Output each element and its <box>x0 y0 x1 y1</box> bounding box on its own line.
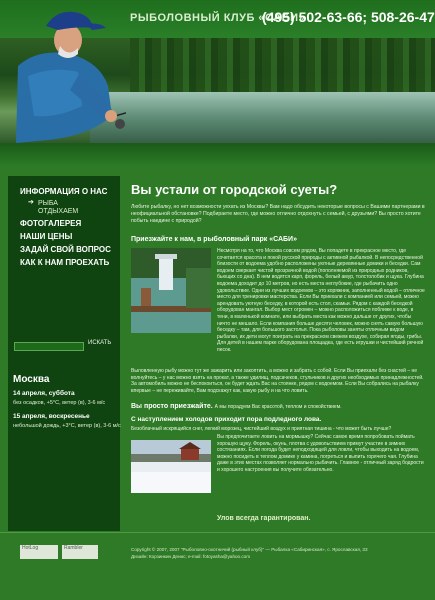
subnav-item-fish[interactable]: РЫБА <box>38 200 58 207</box>
fisherman-photo <box>8 6 126 143</box>
sidebar <box>8 176 120 531</box>
section-text: Несмотря на то, что Москва совсем рядом, Вы попадете в прекрасное место, где сочетается красота и покой русской природы с активной рыбалкой. В непосредственной близости от водоема удобно расположены уютные деревянные домики и беседки. Сам водоем сверкает чистой прозрачной водой (пополняемой из природных родников, бьющих со дна). В нем водятся карп, форель, белый амур, толстолобик и щука. Глубина водоема доходит до 10 метров, но есть места неглубокие, где рыбачить одно удовольствие. Одни из лучших водоемов – это коряжник, заполненный водой – отличное место для тренировки мастерства. Если Вы приехали с компанией или семьей, можно арендовать уютную беседку, в которой есть стол, скамьи. Рядом с каждой беседкой оборудован мангал. Выбор мест огромен – можно расположиться поближе к воде, в тени, в маленькой комнате, или выбрать места как можно дальше от других, чтобы ничто не мешало. Если компания больше десяти человек, можно снять самую большую беседку – там, для большого застолья. Пока рыболовы заняты отличным видом рыбалки, их дети могут поиграть на прекрасном свежем воздухе, собирая ягоды, грибы. Для детей в нашем парке оборудована площадка, где есть игрушки и чистейший речной песок. <box>217 248 425 353</box>
weather-date: 14 апреля, суббота <box>13 390 75 397</box>
weather-desc: небольшой дождь, +3°С, ветер (в), 3-6 м/с <box>13 423 121 429</box>
section-text: Безоблачный искрящийся снег, легкий морозец, чистейший воздух и приятная тишина - что может быть лучше? <box>131 426 392 432</box>
counter-badge[interactable]: HotLog <box>20 545 58 559</box>
search-button[interactable]: ИСКАТЬ <box>88 340 112 346</box>
section-heading: С наступлением холодов приходит пора подледного лова. <box>131 416 322 423</box>
forest-background <box>130 38 435 93</box>
copyright-line: Copyright © 2007, 2007 "Рыболовно-охотничий (рыбный клуб)" — Рыбалка «Сабиринская», с. Ярославская, 33 <box>131 547 368 552</box>
arrow-right-icon: ➔ <box>28 199 34 206</box>
weather-desc: без осадков, +5°С, ветер (в), 3-6 м/с <box>13 400 106 406</box>
counter-badge[interactable]: Rambler <box>62 545 98 559</box>
lake-background <box>90 92 435 143</box>
weather-date: 15 апреля, воскресенье <box>13 413 90 420</box>
intro-text: Любите рыбалку, но нет возможности уехать из Москвы? Вам надо обсудить некоторые вопросы с Вашими партнерами в неофициальной обстановке? Подбираете место, где можно отлично отдохнуть с семьей, с друзьями? Вы просто хотите побыть наедине с природой? <box>131 204 425 225</box>
designer-line: Дизайн: Корзинкин Денис; e-mail: fotoyasha@yahoo.com <box>131 554 251 559</box>
summer-pond-photo <box>131 248 211 333</box>
heading-rest: А мы порадуем Вас красотой, теплом и спокойствием. <box>214 404 342 410</box>
section-text: Вы предпочитаете ловить на мормышку? Сейчас самое время попробовать поймать хорошую щуку. Форель, окунь, плотва с удовольствием примут участие в зимних состязаниях. Если погода будет неподходящей для ловли, чтобы выходить на водоем, можно посидеть в теплом домике у камина, погреться и выпить горячего чая. Глубина даже в этих местах позволяет нормально рыбачить. Главное - отличный заряд бодрости и хорошего настроения вы получите обязательно. <box>217 434 424 473</box>
guarantee-text: Улов всегда гарантирован. <box>217 515 311 522</box>
footer-divider <box>0 532 435 533</box>
site-title: РЫБОЛОВНЫЙ КЛУБ «САБИ» <box>130 12 306 24</box>
header <box>0 0 435 143</box>
header-band <box>0 143 435 165</box>
nav-item-about[interactable]: ИНФОРМАЦИЯ О НАС <box>20 187 108 196</box>
nav-item-prices[interactable]: НАШИ ЦЕНЫ <box>20 232 73 241</box>
section-heading: Приезжайте к нам, в рыболовный парк «САБИ» <box>131 236 297 243</box>
nav-item-directions[interactable]: КАК К НАМ ПРОЕХАТЬ <box>20 258 110 267</box>
phone-numbers: (495) 502-63-66; 508-26-47 <box>262 9 435 25</box>
copyright <box>131 546 368 560</box>
section-text: Выловленную рыбу можно тут же зажарить или закоптить, а можно и забрать с собой. Если Вы приехали без снастей – не волнуйтесь – у нас можно взять на прокат, а также удилищ, подсачеков, стульчиков и других необходимых принадлежностей. За автомобиль можно не беспокоиться, он будет ждать Вас на стоянке, рядом с водоемом. Если Вы собрались на рыбалку впервые – не переживайте, Вам подскажут как, какую рыбу и на что ловить. <box>131 368 424 394</box>
section-heading <box>131 403 342 410</box>
heading-bold: Вы просто приезжайте. <box>131 403 213 410</box>
winter-pond-photo <box>131 440 211 493</box>
search-input[interactable] <box>14 342 84 351</box>
nav-item-question[interactable]: ЗАДАЙ СВОЙ ВОПРОС <box>20 245 111 254</box>
weather-city: Москва <box>13 374 50 385</box>
nav-item-gallery[interactable]: ФОТОГАЛЕРЕЯ <box>20 219 82 228</box>
page-title: Вы устали от городской суеты? <box>131 182 338 197</box>
subnav-item-rest[interactable]: ОТДЫХАЕМ <box>38 208 79 215</box>
